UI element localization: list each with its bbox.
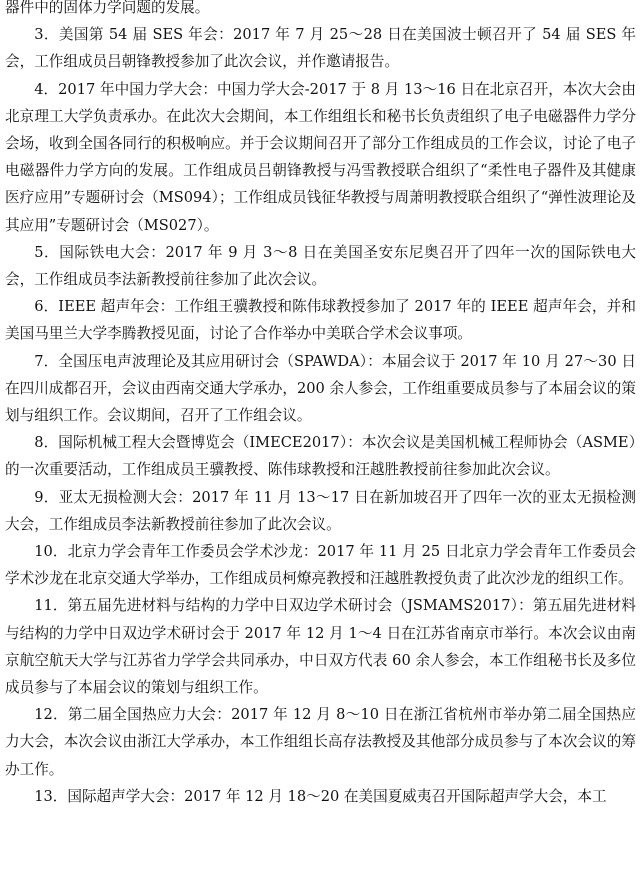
paragraph-beijing-youth-salon: 10．北京力学会青年工作委员会学术沙龙：2017 年 11 月 25 日北京力学会青年工作委员会学术沙龙在北京交通大学举办，工作组成员柯燎亮教授和汪越胜教授负责了此次沙龙的组织工作。 bbox=[5, 543, 636, 588]
paragraph-spawda: 7．全国压电声波理论及其应用研讨会（SPAWDA）：本届会议于 2017 年 10 月 27～30 日在四川成都召开，会议由西南交通大学承办，200 余人参会，工作组重要成员参与了本届会议的策划与组织工作。会议期间，召开了工作组会议。 bbox=[5, 352, 636, 425]
paragraph-china-mechanics-congress: 4．2017 年中国力学大会：中国力学大会-2017 于 8 月 13～16 日在北京召开，本次大会由北京理工大学负责承办。在此次大会期间，本工作组组长和秘书长负责组织了电子电磁器件力学分会场，收到全国各同行的积极响应。并于会议期间召开了部分工作组成员的工作会议，讨论了电子电磁器件力学方向的发展。工作组成员吕朝锋教授与冯雪教授联合组织了“柔性电子器件及其健康医疗应用”专题研讨会（MS094）；工作组成员钱征华教授与周萧明教授联合组织了“弹性波理论及其应用”专题研讨会（MS027）。 bbox=[5, 80, 636, 234]
paragraph-jsmams2017: 11．第五届先进材料与结构的力学中日双边学术研讨会（JSMAMS2017）：第五届先进材料与结构的力学中日双边学术研讨会于 2017 年 12 月 1～4 日在江苏省南京市举行。本次会议由南京航空航天大学与江苏省力学学会共同承办，中日双方代表 60 余人参会，本工作组秘书长及多位成员参与了本届会议的策划与组织工作。 bbox=[5, 597, 636, 697]
paragraph-continuation: 器件中的固体力学问题的发展。 bbox=[5, 0, 210, 16]
paragraph-asia-pacific-ndt: 9．亚太无损检测大会：2017 年 11 月 13～17 日在新加坡召开了四年一次的亚太无损检测大会，工作组成员李法新教授前往参加了此次会议。 bbox=[5, 488, 636, 533]
paragraph-ultrasonics-congress: 13．国际超声学大会：2017 年 12 月 18～20 在美国夏威夷召开国际超声学大会，本工 bbox=[34, 787, 607, 805]
paragraph-ferroelectrics-conference: 5．国际铁电大会：2017 年 9 月 3～8 日在美国圣安东尼奥召开了四年一次的国际铁电大会，工作组成员李法新教授前往参加了此次会议。 bbox=[5, 243, 636, 289]
paragraph-ses-conference: 3．美国第 54 届 SES 年会：2017 年 7 月 25～28 日在美国波士顿召开了 54 届 SES 年会，工作组成员吕朝锋教授参加了此次会议，并作邀请报告。 bbox=[5, 26, 636, 71]
document-page bbox=[5, 0, 636, 810]
paragraph-thermal-stress-congress: 12．第二届全国热应力大会：2017 年 12 月 8～10 日在浙江省杭州市举办第二届全国热应力大会，本次会议由浙江大学承办，本工作组组长高存法教授及其他部分成员参与了本次会议的筹办工作。 bbox=[5, 706, 636, 778]
paragraph-ieee-ultrasonics: 6．IEEE 超声年会：工作组王骥教授和陈伟球教授参加了 2017 年的 IEEE 超声年会，并和美国马里兰大学李腾教授见面，讨论了合作举办中美联合学术会议事项。 bbox=[5, 298, 636, 343]
paragraph-imece2017: 8．国际机械工程大会暨博览会（IMECE2017）：本次会议是美国机械工程师协会（ASME）的一次重要活动，工作组成员王骥教授、陈伟球教授和汪越胜教授前往参加此次会议。 bbox=[5, 434, 636, 479]
